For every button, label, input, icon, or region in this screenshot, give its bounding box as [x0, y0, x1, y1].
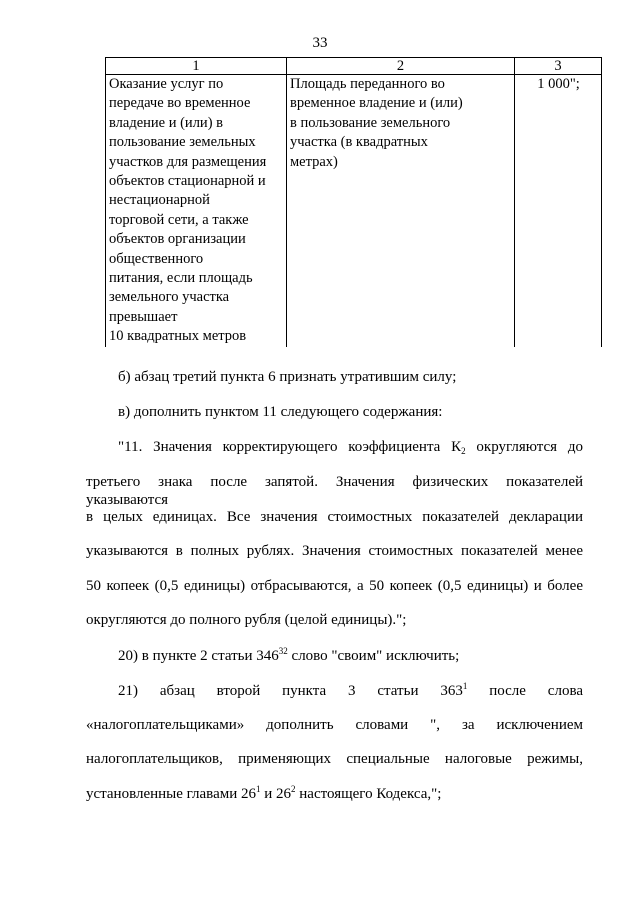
paragraph-v: в) дополнить пунктом 11 следующего содержания:: [118, 404, 443, 420]
text-fragment: после слова: [467, 683, 583, 699]
paragraph-20: [86, 647, 583, 665]
cell-line: общественного: [109, 250, 204, 267]
text-fragment: 20) в пункте 2 статьи 346: [118, 648, 279, 664]
text-fragment: и 26: [260, 786, 292, 802]
cell-line: пользование земельных: [109, 134, 256, 151]
table-header-row: [106, 58, 602, 75]
paragraph-11-line-6: округляются до полного рубля (целой единицы).";: [86, 612, 407, 628]
cell-line: временное владение и (или): [290, 95, 463, 112]
amendment-table: [105, 57, 602, 347]
cell-line: передаче во временное: [109, 95, 251, 112]
paragraph-11-line-4: указываются в полных рублях. Значения стоимостных показателей менее: [86, 543, 583, 559]
table-cell-service: [106, 75, 287, 347]
text-fragment: 21) абзац второй пункта 3 статьи 363: [118, 683, 463, 699]
text-fragment: настоящего Кодекса,";: [295, 786, 442, 802]
superscript: 1: [256, 784, 261, 794]
cell-line: в пользование земельного: [290, 114, 451, 131]
superscript: 2: [291, 784, 296, 794]
table-row: [106, 75, 602, 347]
cell-line: 1 000";: [537, 76, 580, 92]
paragraph-21-line-2: «налогоплательщиками» дополнить словами ", за исключением: [86, 717, 583, 733]
cell-line: объектов организации: [109, 231, 246, 248]
cell-line: Оказание услуг по: [109, 76, 224, 92]
paragraph-11-line-2: третьего знака после запятой. Значения физических показателей указываются: [86, 474, 583, 508]
superscript: 1: [462, 681, 468, 691]
text-fragment: округляются до: [465, 439, 583, 455]
paragraph-11-line-3: в целых единицах. Все значения стоимостных показателей декларации: [86, 509, 583, 525]
cell-line: участка (в квадратных: [290, 134, 428, 151]
cell-line: питания, если площадь: [109, 270, 253, 287]
cell-line: нестационарной: [109, 192, 210, 209]
cell-line: превышает: [109, 308, 178, 325]
superscript: 32: [278, 646, 288, 656]
table-header-col-3: 3: [515, 58, 602, 75]
text-fragment: "11. Значения корректирующего коэффициента К: [118, 439, 462, 455]
paragraph-11-line-5: 50 копеек (0,5 единицы) отбрасываются, а 50 копеек (0,5 единицы) и более: [86, 578, 583, 594]
text-fragment: установленные главами 26: [86, 786, 256, 802]
cell-line: владение и (или) в: [109, 114, 223, 131]
table-cell-value: [515, 75, 602, 347]
cell-line: земельного участка: [109, 289, 230, 306]
paragraph-21-line-3: налогоплательщиков, применяющих специальные налоговые режимы,: [86, 751, 583, 767]
text-fragment: слово "своим" исключить;: [287, 648, 460, 664]
cell-line: метрах): [290, 153, 338, 170]
page-number: 33: [312, 35, 328, 51]
cell-line: торговой сети, а также: [109, 211, 249, 228]
table-header-col-2: 2: [287, 58, 515, 75]
paragraph-11-line-1: [86, 438, 583, 456]
table-cell-indicator: [287, 75, 515, 347]
cell-line: Площадь переданного во: [290, 76, 445, 92]
table-header-col-1: 1: [106, 58, 287, 75]
cell-line: объектов стационарной и: [109, 173, 266, 190]
paragraph-21-line-1: [86, 682, 583, 700]
subscript: 2: [461, 446, 466, 456]
paragraph-b: б) абзац третий пункта 6 признать утратившим силу;: [118, 369, 457, 385]
paragraph-21-line-4: [86, 785, 583, 803]
cell-line: 10 квадратных метров: [109, 328, 247, 345]
cell-line: участков для размещения: [109, 153, 267, 170]
